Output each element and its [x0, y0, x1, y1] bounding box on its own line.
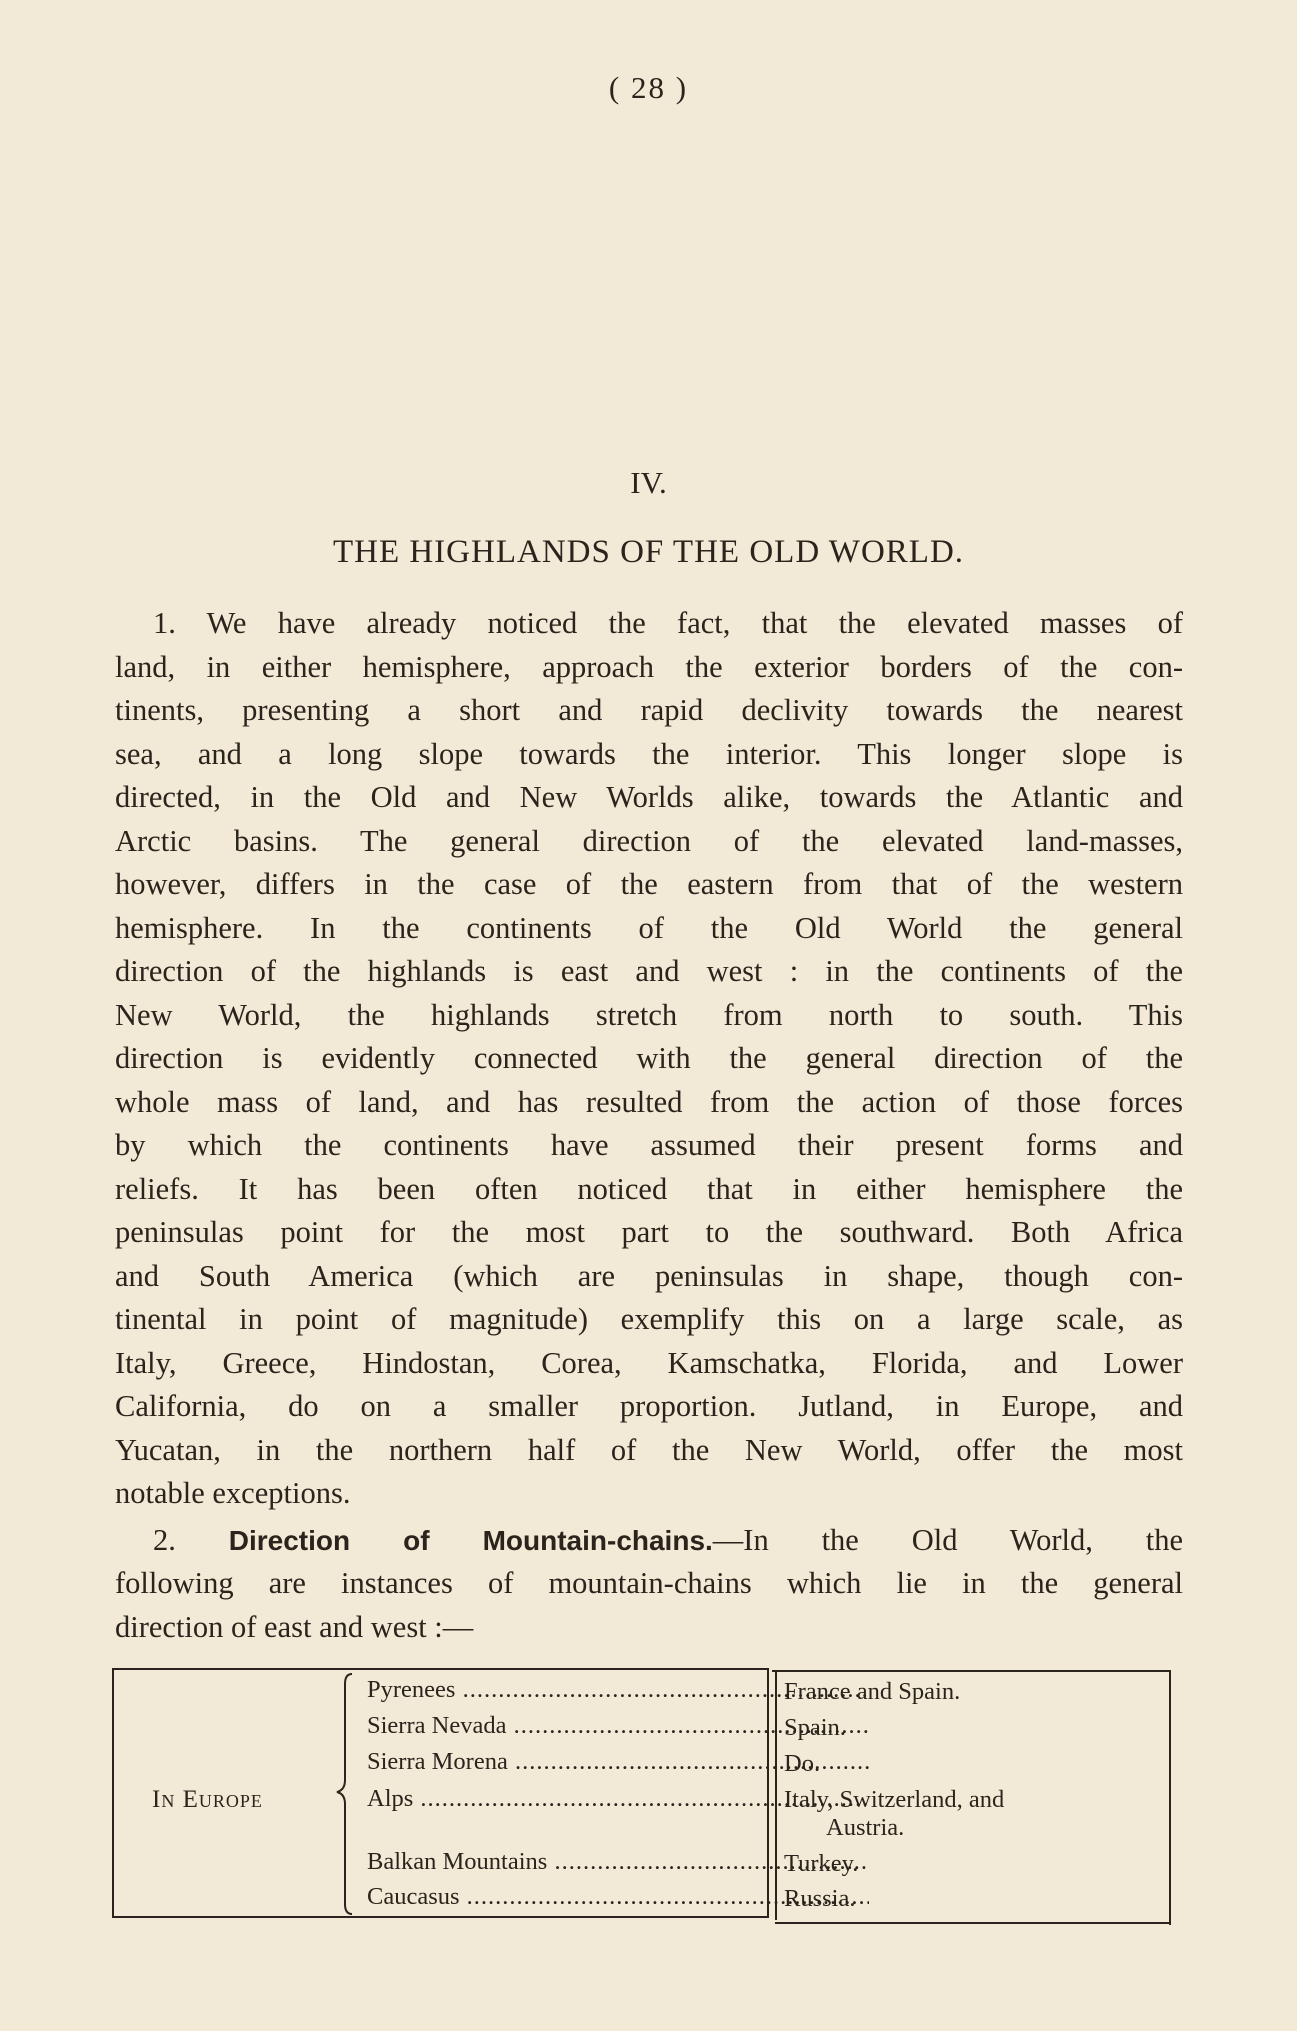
text-line: 1. We have already noticed the fact, that the elevated masses of [153, 606, 1183, 640]
text-line: direction of east and west :— [115, 1609, 474, 1644]
table-rule-top-left [112, 1668, 767, 1670]
section-number: IV. [630, 465, 667, 500]
country-entry: Italy, Switzerland, and Austria. [784, 1786, 1005, 1841]
mountain-entry: Sierra Morena ..... [367, 1748, 869, 1776]
mountain-entry: Sierra Nevada ..... [367, 1712, 869, 1740]
text-line: direction is evidently connected with the general direction of the [115, 1041, 1183, 1075]
text-line: tinental in point of magnitude) exemplify this on a large scale, as [115, 1302, 1183, 1336]
paragraph-2 [115, 1519, 1183, 1650]
text-line: and South America (which are peninsulas in shape, though con- [115, 1258, 1183, 1293]
text-line: reliefs. It has been often noticed that in either hemisphere the [115, 1171, 1183, 1206]
mountain-entry: Alps ..... [367, 1785, 869, 1813]
mountain-chains-table [112, 1668, 1174, 1928]
country-entry: France and Spain. [784, 1678, 961, 1705]
text-line: sea, and a long slope towards the interior. This longer slope is [115, 736, 1183, 771]
text-line: whole mass of land, and has resulted from the action of those forces [115, 1084, 1183, 1119]
mountain-entry: Balkan Mountains ..... [367, 1848, 869, 1876]
paragraph-number: 1. [153, 606, 176, 640]
text-line: Yucatan, in the northern half of the New World, offer the most [115, 1432, 1183, 1467]
country-entry: Turkey. [784, 1850, 859, 1877]
country-entry: Russia. [784, 1885, 856, 1912]
text-line: hemisphere. In the continents of the Old World the general [115, 910, 1183, 945]
table-rule-bottom-right [775, 1922, 1171, 1924]
text-line: 2. Direction of Mountain-chains.—In the Old World, the [153, 1522, 1183, 1557]
text-line: Italy, Greece, Hindostan, Corea, Kamschatka, Florida, and Lower [115, 1345, 1183, 1380]
text-line: land, in either hemisphere, approach the exterior borders of the con- [115, 649, 1183, 684]
table-rule-right [1169, 1670, 1171, 1925]
section-title: THE HIGHLANDS OF THE OLD WORLD. [332, 534, 965, 570]
paragraph-1 [115, 602, 1183, 1516]
table-rule-left [112, 1668, 114, 1916]
country-entry: Spain. [784, 1714, 846, 1741]
table-rule-bottom-left [112, 1916, 769, 1918]
text-line: tinents, presenting a short and rapid declivity towards the nearest [115, 693, 1183, 727]
paragraph-number: 2. [153, 1522, 176, 1557]
text-line: by which the continents have assumed their present forms and [115, 1128, 1183, 1162]
text-line: New World, the highlands stretch from north to south. This [115, 997, 1183, 1032]
brace-icon [334, 1668, 358, 1918]
paragraph-heading: Direction of Mountain-chains. [228, 1524, 713, 1556]
body-text [115, 602, 1183, 1649]
text-line: however, differs in the case of the eastern from that of the western [115, 867, 1183, 901]
mountain-entry: Caucasus ..... [367, 1883, 869, 1911]
country-entry: Do. [784, 1750, 821, 1777]
page-number: ( 28 ) [608, 70, 689, 105]
text-line: directed, in the Old and New Worlds alike, towards the Atlantic and [115, 780, 1183, 814]
mountain-entry: Pyrenees ..... [367, 1676, 869, 1704]
text-line: notable exceptions. [115, 1476, 351, 1510]
text-line: peninsulas point for the most part to the southward. Both Africa [115, 1215, 1183, 1249]
region-label: In Europe [152, 1786, 263, 1813]
table-rule-top-right [772, 1670, 1170, 1672]
text-line: California, do on a smaller proportion. Jutland, in Europe, and [115, 1389, 1183, 1423]
text-line: Arctic basins. The general direction of the elevated land-masses, [115, 823, 1183, 858]
text-line: following are instances of mountain-chains which lie in the general [115, 1566, 1183, 1600]
text-line: direction of the highlands is east and west : in the continents of the [115, 954, 1183, 988]
